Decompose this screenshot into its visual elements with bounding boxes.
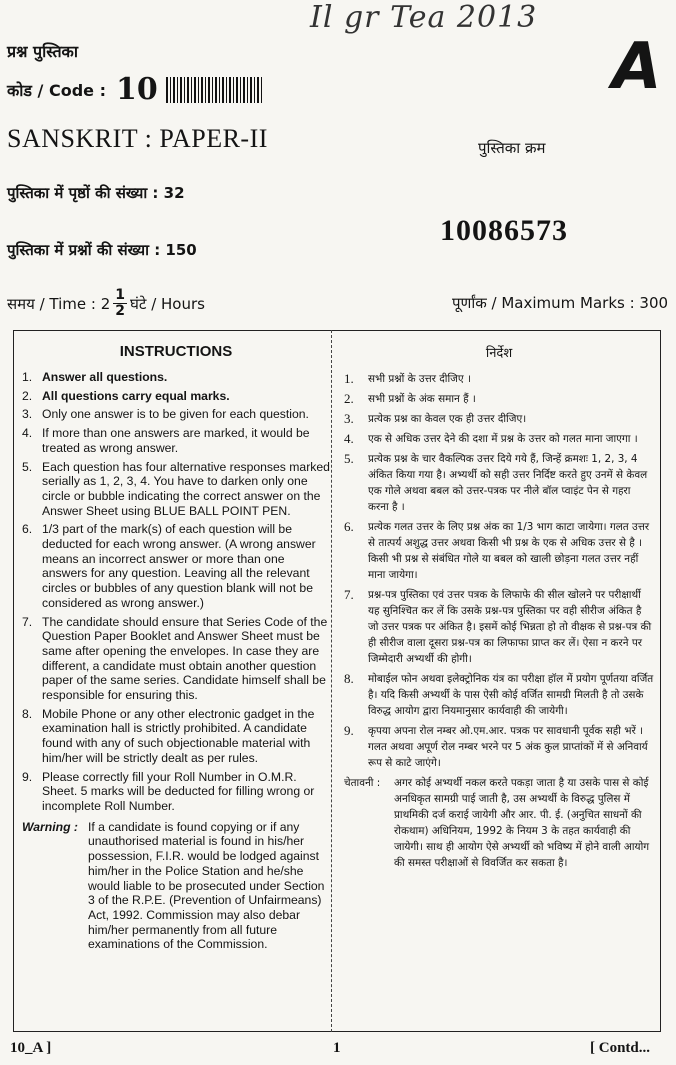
instruction-number: 7. <box>344 587 354 602</box>
instruction-text: सभी प्रश्नों के उत्तर दीजिए । <box>368 373 471 385</box>
instruction-text: प्रत्येक प्रश्न का केवल एक ही उत्तर दीजिए। <box>368 413 527 425</box>
instruction-number: 2. <box>22 388 33 403</box>
instruction-text: Answer all questions. <box>42 370 168 384</box>
time-label: समय / Time : 2 <box>7 294 111 313</box>
instruction-item <box>22 615 330 703</box>
warning-hindi <box>344 775 654 871</box>
instruction-number: 9. <box>344 723 354 738</box>
instruction-item <box>344 391 654 407</box>
code-value: 10 <box>115 72 158 107</box>
column-divider <box>331 330 332 1032</box>
hindi-instruction-list <box>344 371 654 771</box>
instruction-text: सभी प्रश्नों के अंक समान हैं । <box>368 393 476 405</box>
instruction-item <box>22 407 330 422</box>
instruction-number: 5. <box>22 459 33 474</box>
instruction-item <box>344 371 654 387</box>
barcode <box>166 77 264 103</box>
instruction-number: 3. <box>344 411 354 426</box>
instruction-text: Each question has four alternative responses marked serially as 1, 2, 3, 4. You have to darken only one circle or bubble indicating the correct answer on the Answer Sheet using BLUE BALL POINT PEN. <box>42 459 330 518</box>
time-unit: घंटे / Hours <box>130 294 205 313</box>
time-fraction-den: 2 <box>115 303 125 319</box>
instruction-text: 1/3 part of the mark(s) of each question will be deducted for each wrong answer. (A wrong answer means an incorrect answer or more than one answers for any question. Leaving all the relevant circles or bubbles of any question blank will not be considered as wrong answer.) <box>42 522 316 610</box>
instruction-text: प्रत्येक प्रश्न के चार वैकल्पिक उत्तर दिये गये हैं, जिन्हें क्रमशः 1, 2, 3, 4 अंकित किया गया है। अभ्यर्थी को सही उत्तर निर्दिष्ट करते हुए उनमें से केवल एक गोले अथवा बबल को उत्तर-पत्रक पर नीले बॉल प्वाइंट पेन से गहरा करना है । <box>368 453 648 513</box>
instruction-text: The candidate should ensure that Series Code of the Question Paper Booklet and Answer Sheet must be same after opening the envelopes. In case they are different, a candidate must obtain another question paper of the same series. Candidate himself shall be responsible for ensuring this. <box>42 614 328 703</box>
subject-title: SANSKRIT : PAPER-II <box>7 124 268 153</box>
instruction-item <box>22 770 330 814</box>
instruction-item <box>344 671 654 719</box>
instruction-item <box>344 411 654 427</box>
instruction-item <box>344 723 654 771</box>
instruction-number: 3. <box>22 407 33 422</box>
instruction-item <box>22 460 330 519</box>
time-fraction <box>113 288 127 319</box>
instruction-number: 4. <box>22 426 33 441</box>
instruction-number: 6. <box>344 519 354 534</box>
pages-count: पुस्तिका में पृष्ठों की संख्या : 32 <box>7 184 185 202</box>
instruction-number: 2. <box>344 391 354 406</box>
footer-left: 10_A ] <box>10 1040 52 1056</box>
instructions-title: INSTRUCTIONS <box>119 343 233 360</box>
instructions-box <box>13 330 661 1032</box>
instruction-text: Mobile Phone or any other electronic gadget in the examination hall is strictly prohibited. A candidate found with any of such objectionable material with him/her will be strictly dealt as per rules. <box>42 706 315 765</box>
instruction-item <box>344 519 654 583</box>
footer-page-number: 1 <box>333 1040 341 1056</box>
booklet-label: प्रश्न पुस्तिका <box>7 42 78 61</box>
instruction-item <box>22 707 330 766</box>
instruction-text: Only one answer is to be given for each question. <box>42 407 309 422</box>
instruction-item <box>22 522 330 610</box>
instruction-item <box>344 431 654 447</box>
instruction-item <box>344 587 654 667</box>
instruction-text: प्रश्न-पत्र पुस्तिका एवं उत्तर पत्रक के लिफाफे की सील खोलने पर परीक्षार्थी यह सुनिश्चित कर लें कि उसके प्रश्न-पत्र पुस्तिका पर वही सीरीज अंकित है जो उत्तर पत्रक पर अंकित है। इसमें कोई भिन्नता हो तो वीक्षक से प्रश्न-पत्र की ही सीरीज वाला दूसरा प्रश्न-पत्र का लिफाफा प्राप्त कर लें। ऐसा न करने पर जिम्मेदारी अभ्यर्थी की होगी। <box>368 589 652 665</box>
handwritten-note: Il gr Tea 2013 <box>310 0 538 35</box>
instructions-hindi <box>344 331 654 871</box>
instruction-item <box>22 389 330 404</box>
instruction-item <box>22 370 330 385</box>
instruction-text: मोबाईल फोन अथवा इलेक्ट्रोनिक यंत्र का परीक्षा हॉल में प्रयोग पूर्णतया वर्जित है। यदि किसी अभ्यर्थी के पास ऐसी कोई वर्जित सामग्री मिलती है तो उसके विरुद्ध आयोग द्वारा नियमानुसार कार्यवाही की जायेगी। <box>368 673 654 717</box>
instruction-number: 7. <box>22 614 33 629</box>
instruction-item <box>344 451 654 515</box>
questions-count: पुस्तिका में प्रश्नों की संख्या : 150 <box>7 241 197 259</box>
instructions-title-hindi: निर्देश <box>485 346 513 361</box>
instruction-item <box>22 426 330 455</box>
footer-contd: [ Contd... <box>590 1040 651 1056</box>
code-label: कोड / Code : <box>7 80 106 100</box>
code-row <box>7 72 264 107</box>
instruction-text: प्रत्येक गलत उत्तर के लिए प्रश्न अंक का 1/3 भाग काटा जायेगा। गलत उत्तर से तात्पर्य अशुद्ध उत्तर अथवा किसी भी प्रश्न के एक से अधिक उत्तर से है । किसी भी प्रश्न से संबंधित गोले या बबल को खाली छोड़ना गलत उत्तर नहीं माना जायेगा। <box>368 521 650 581</box>
warning-english <box>22 820 330 952</box>
instruction-text: कृपया अपना रोल नम्बर ओ.एम.आर. पत्रक पर सावधानी पूर्वक सही भरें । गलत अथवा अपूर्ण रोल नम्बर भरने पर 5 अंक कुल प्राप्तांकों में से अनिवार्य रूप से काटे जाएंगे। <box>368 725 648 769</box>
english-instruction-list <box>22 370 330 814</box>
instruction-number: 1. <box>344 371 354 386</box>
instruction-number: 8. <box>344 671 354 686</box>
booklet-serial-label: पुस्तिका क्रम <box>478 139 546 157</box>
instructions-english <box>22 331 330 952</box>
warning-text: If a candidate is found copying or if any unauthorised material is found in his/her possession, F.I.R. would be lodged against him/her in the Police Station and he/she would liable to be prosecuted under Section 3 of the R.P.E. (Prevention of Unfairmeans) Act, 1992. Commission may also debar him/her permanently from all future examinations of the Commission. <box>88 819 325 952</box>
instruction-text: एक से अधिक उत्तर देने की दशा में प्रश्न के उत्तर को गलत माना जाएगा । <box>368 433 638 445</box>
instruction-number: 6. <box>22 522 33 537</box>
warning-label-hindi: चेतावनी : <box>344 777 381 789</box>
instruction-number: 5. <box>344 451 354 466</box>
instruction-text: All questions carry equal marks. <box>42 388 230 403</box>
warning-label: Warning : <box>22 819 78 834</box>
warning-text-hindi: अगर कोई अभ्यर्थी नकल करते पकड़ा जाता है या उसके पास से कोई अनधिकृत सामग्री पाई जाती है, उस अभ्यर्थी के विरुद्ध पुलिस में प्राथमिकी दर्ज कराई जायेगी और आर. पी. ई. (अनुचित साधनों की रोकथाम) अधिनियम, 1992 के नियम 3 के तहत कार्यवाही की जायेगी। साथ ही आयोग ऐसे अभ्यर्थी को भविष्य में होने वाली आयोग की समस्त परीक्षाओं से विवर्जित कर सकता है। <box>394 777 650 869</box>
set-letter: A <box>612 30 662 104</box>
booklet-serial-number: 10086573 <box>440 214 568 247</box>
instruction-text: Please correctly fill your Roll Number in O.M.R. Sheet. 5 marks will be deducted for filling wrong or incomplete Roll Number. <box>42 769 315 813</box>
time-row <box>7 288 205 319</box>
instruction-number: 9. <box>22 769 33 784</box>
instruction-number: 1. <box>22 370 33 384</box>
instruction-text: If more than one answers are marked, it would be treated as wrong answer. <box>42 426 310 455</box>
time-fraction-num: 1 <box>115 287 125 303</box>
max-marks: पूर्णांक / Maximum Marks : 300 <box>452 294 669 312</box>
instruction-number: 4. <box>344 431 354 446</box>
instruction-number: 8. <box>22 706 33 721</box>
